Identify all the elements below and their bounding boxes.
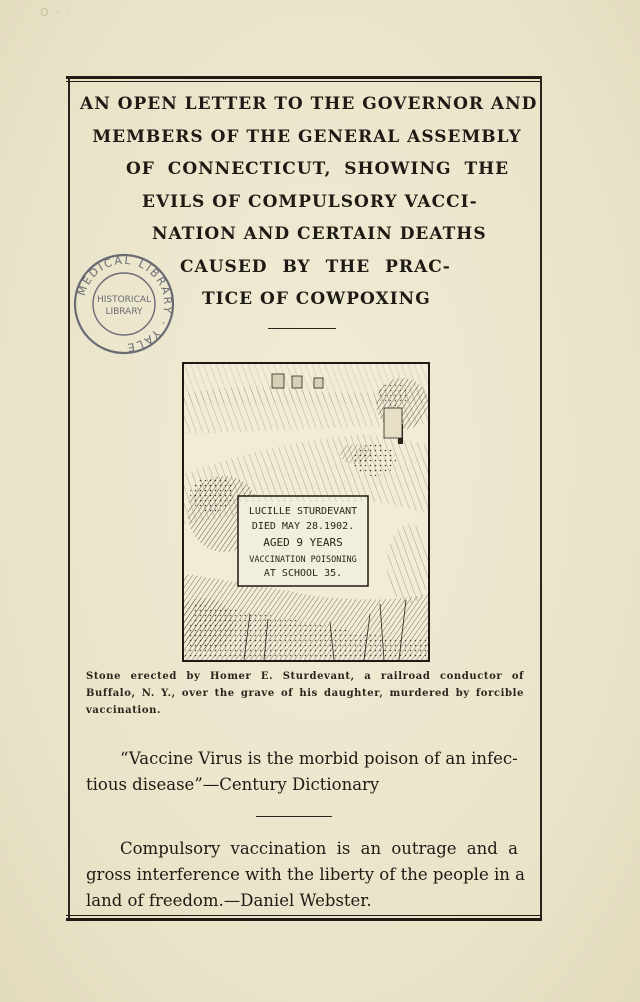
frame-bottom-border [66, 918, 542, 921]
headstone-line: AGED 9 YEARS [263, 536, 343, 549]
title-line: OF CONNECTICUT, SHOWING THE [126, 159, 510, 179]
title-line: NATION AND CERTAIN DEATHS [152, 224, 487, 244]
stamp-line-2: LIBRARY [105, 307, 143, 317]
library-stamp-seal [72, 252, 176, 356]
separator-rule [256, 816, 332, 817]
dictionary-quote [86, 746, 526, 798]
pencil-mark: O · · [40, 6, 73, 19]
title-line: AN OPEN LETTER TO THE GOVERNOR AND [80, 94, 538, 114]
headstone-line: LUCILLE STURDEVANT [248, 506, 358, 517]
frame-right-border [540, 76, 542, 921]
library-stamp [72, 252, 176, 356]
quote-line: tious disease”—Century Dictionary [86, 775, 380, 794]
frame-top-inner-border [66, 81, 542, 82]
headstone-line: AT SCHOOL 35. [263, 568, 343, 579]
frame-top-border [66, 76, 542, 79]
headstone-line: VACCINATION POISONING [249, 555, 357, 565]
webster-line: gross interference with the liberty of the people in a [86, 865, 525, 884]
title-line: TICE OF COWPOXING [202, 289, 431, 309]
webster-line: land of freedom.—Daniel Webster. [86, 891, 372, 910]
grave-engraving [184, 364, 428, 660]
quote-line: “Vaccine Virus is the morbid poison of an infec- [120, 749, 518, 768]
webster-line: Compulsory vaccination is an outrage and a [120, 839, 518, 858]
frame-left-border [68, 76, 70, 921]
grave-illustration [182, 362, 430, 662]
title-line: EVILS OF COMPULSORY VACCI- [142, 191, 478, 212]
title-line: MEMBERS OF THE GENERAL ASSEMBLY [92, 126, 522, 147]
frame-bottom-inner-border [66, 915, 542, 916]
stamp-line-1: HISTORICAL [96, 295, 152, 305]
illustration-caption: Stone erected by Homer E. Sturdevant, a railroad conductor of Buffalo, N. Y., over the grave of his daughter, murdered by forcible vaccination. [86, 671, 524, 716]
stamp-ring-text: MEDICAL LIBRARY · YALE [74, 253, 175, 355]
separator-rule [268, 328, 336, 329]
headstone-line: DIED MAY 28.1902. [251, 521, 355, 532]
webster-quote [86, 836, 528, 914]
title-line: CAUSED BY THE PRAC- [180, 256, 451, 277]
